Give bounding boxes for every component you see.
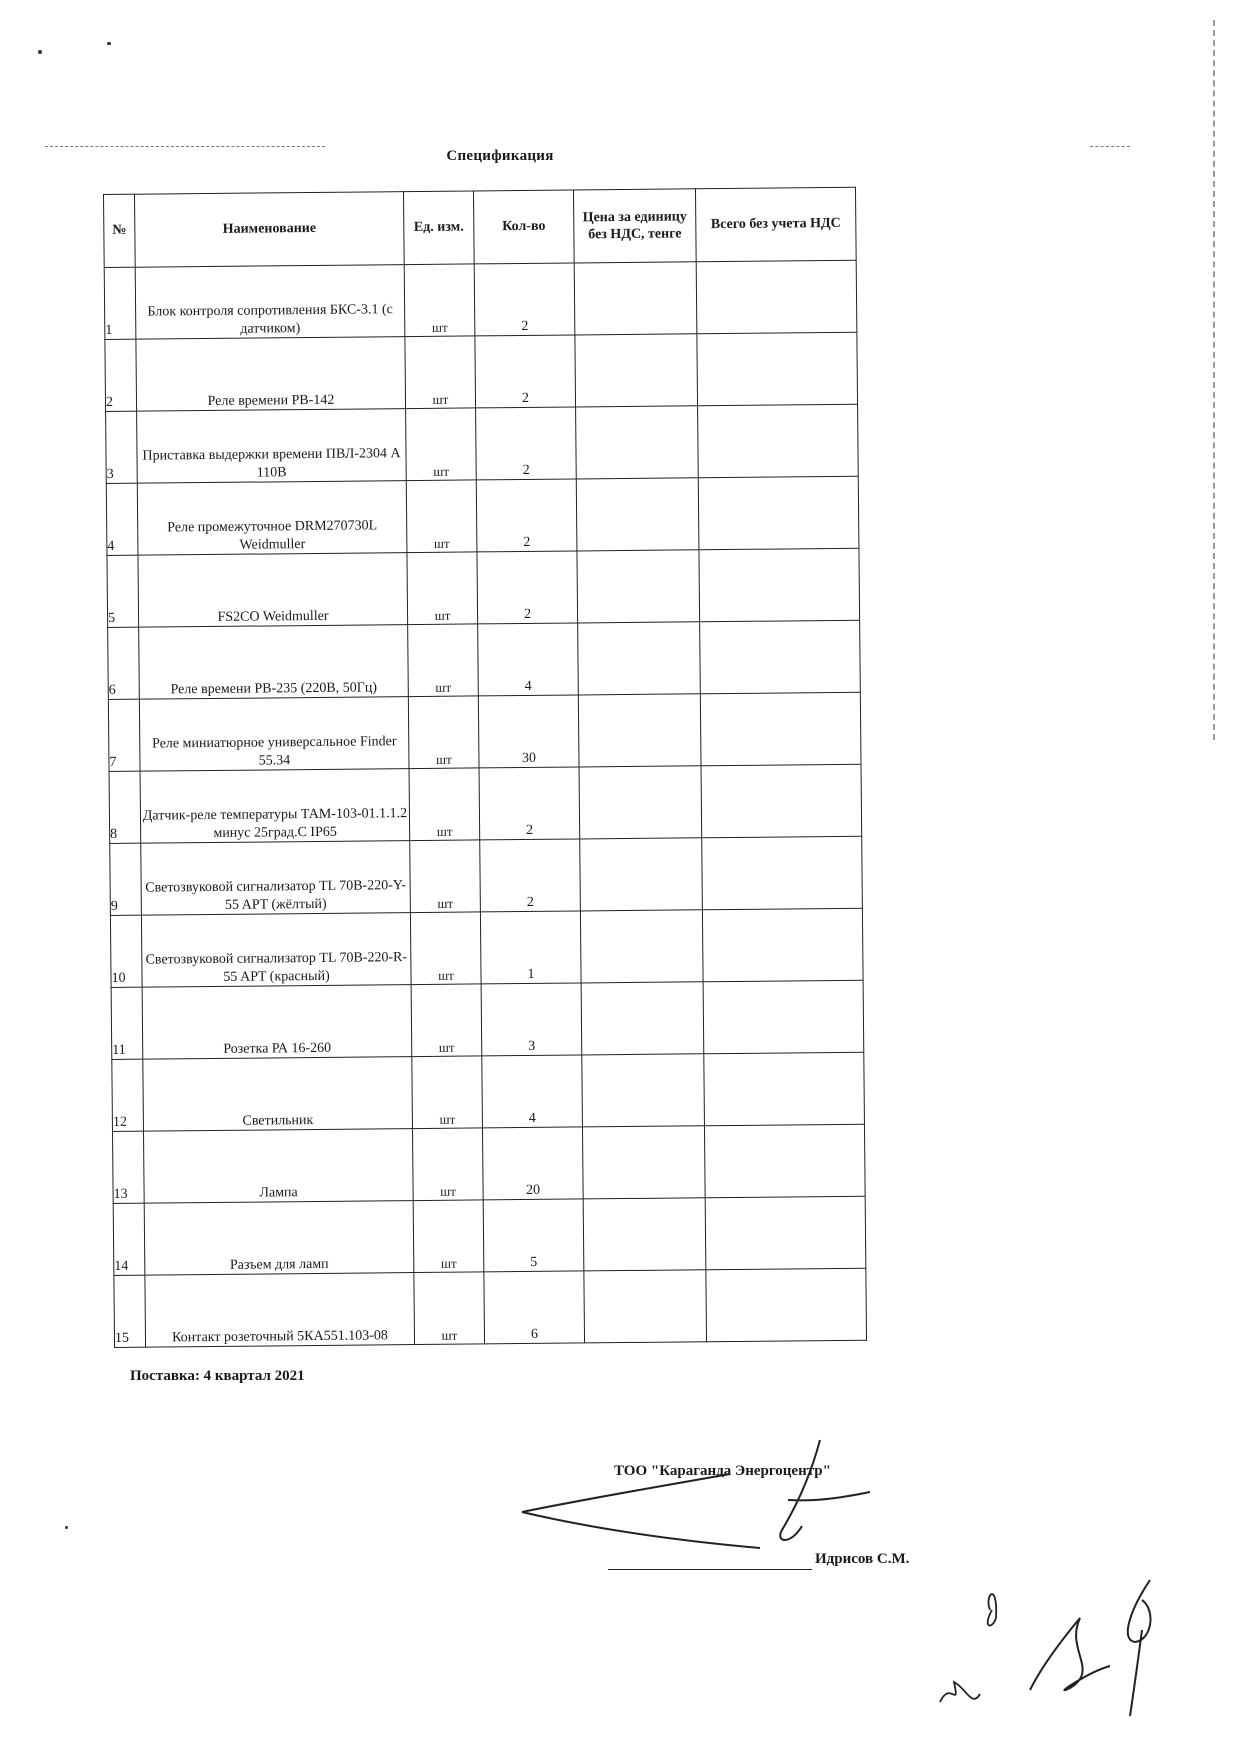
- handwritten-signature-main: [520, 1430, 880, 1560]
- row-qty-cell: 20: [482, 1127, 583, 1200]
- row-unit-cell: шт: [410, 912, 481, 985]
- row-qty-cell: 30: [478, 695, 579, 768]
- row-unit-cell: шт: [414, 1272, 485, 1345]
- table-row: [105, 332, 858, 411]
- row-price-cell: [580, 910, 703, 983]
- row-name-cell: Реле миниатюрное универсальное Finder 55.34: [139, 697, 409, 772]
- table-body: [104, 260, 866, 1347]
- row-qty-cell: 2: [474, 263, 575, 336]
- row-unit-cell: шт: [408, 696, 479, 769]
- table-row: [110, 836, 863, 915]
- table-row: [106, 476, 859, 555]
- row-qty-cell: 2: [476, 479, 577, 552]
- row-total-cell: [703, 980, 864, 1054]
- row-qty-cell: 2: [475, 335, 576, 408]
- row-total-cell: [697, 332, 858, 406]
- row-unit-cell: шт: [408, 624, 479, 697]
- table-row: [112, 1052, 865, 1131]
- row-unit-cell: шт: [407, 552, 478, 625]
- row-unit-cell: шт: [410, 840, 481, 913]
- row-name-cell: Реле времени РВ-235 (220В, 50Гц): [139, 625, 409, 700]
- signer-name: Идрисов С.М.: [815, 1551, 910, 1567]
- row-name-cell: Лампа: [143, 1129, 413, 1204]
- table-row: [110, 908, 863, 987]
- table-row: [108, 692, 861, 771]
- row-total-cell: [706, 1268, 867, 1342]
- row-price-cell: [581, 982, 704, 1055]
- row-qty-cell: 2: [476, 407, 577, 480]
- scan-dashed-line: [45, 146, 325, 147]
- table-row: [104, 260, 857, 339]
- row-num-cell: 4: [106, 483, 138, 555]
- row-name-cell: FS2CO Weidmuller: [138, 553, 408, 628]
- table-row: [107, 548, 860, 627]
- row-price-cell: [582, 1054, 705, 1127]
- row-name-cell: Датчик-реле температуры ТАМ-103-01.1.1.2 минус 25град.С IP65: [140, 769, 410, 844]
- row-num-cell: 15: [114, 1275, 146, 1347]
- row-qty-cell: 2: [477, 551, 578, 624]
- row-unit-cell: шт: [413, 1200, 484, 1273]
- row-name-cell: Реле времени РВ-142: [136, 337, 406, 412]
- row-price-cell: [580, 838, 703, 911]
- specification-table: [103, 187, 867, 1348]
- row-name-cell: Реле промежуточное DRM270730L Weidmuller: [137, 481, 407, 556]
- row-num-cell: 2: [105, 339, 137, 411]
- table-row: [111, 980, 864, 1059]
- row-total-cell: [698, 476, 859, 550]
- row-total-cell: [701, 764, 862, 838]
- row-qty-cell: 3: [481, 983, 582, 1056]
- row-qty-cell: 2: [479, 767, 580, 840]
- row-num-cell: 3: [106, 411, 138, 483]
- handwritten-initials: [920, 1570, 1180, 1720]
- row-price-cell: [579, 766, 702, 839]
- row-num-cell: 9: [110, 843, 142, 915]
- signature-line: [608, 1569, 812, 1570]
- row-num-cell: 10: [110, 915, 142, 987]
- row-num-cell: 11: [111, 987, 143, 1059]
- row-qty-cell: 1: [480, 911, 581, 984]
- document-title: Спецификация: [446, 148, 554, 164]
- column-header-name: Наименование: [135, 192, 405, 268]
- row-unit-cell: шт: [412, 1056, 483, 1129]
- row-price-cell: [582, 1126, 705, 1199]
- row-total-cell: [705, 1196, 866, 1270]
- row-num-cell: 1: [104, 267, 136, 339]
- row-qty-cell: 4: [482, 1055, 583, 1128]
- row-num-cell: 8: [109, 771, 141, 843]
- row-price-cell: [575, 334, 698, 407]
- column-header-price: Цена за единицу без НДС, тенге: [573, 189, 696, 263]
- row-num-cell: 6: [108, 627, 140, 699]
- row-price-cell: [574, 262, 697, 335]
- row-total-cell: [704, 1052, 865, 1126]
- row-num-cell: 5: [107, 555, 139, 627]
- scan-speck: [107, 42, 111, 45]
- table-header-row: [104, 187, 857, 267]
- row-name-cell: Светозвуковой сигнализатор TL 70B-220-Y-55 APT (жёлтый): [141, 841, 411, 916]
- row-price-cell: [576, 478, 699, 551]
- row-price-cell: [583, 1198, 706, 1271]
- column-header-num: №: [104, 194, 136, 267]
- row-name-cell: Светозвуковой сигнализатор TL 70B-220-R-55 APT (красный): [141, 913, 411, 988]
- row-unit-cell: шт: [412, 1128, 483, 1201]
- table-row: [113, 1196, 866, 1275]
- row-total-cell: [702, 908, 863, 982]
- row-name-cell: Светильник: [143, 1057, 413, 1132]
- row-price-cell: [578, 694, 701, 767]
- row-price-cell: [584, 1270, 707, 1343]
- row-total-cell: [698, 404, 859, 478]
- row-qty-cell: 6: [484, 1271, 585, 1344]
- row-unit-cell: шт: [404, 264, 475, 337]
- scan-speck: [38, 50, 42, 54]
- row-unit-cell: шт: [411, 984, 482, 1057]
- organization-name: ТОО "Караганда Энергоцентр": [614, 1463, 831, 1479]
- scan-speck: [65, 1526, 68, 1529]
- row-total-cell: [699, 548, 860, 622]
- scan-edge-artifact: [1213, 20, 1215, 740]
- row-total-cell: [702, 836, 863, 910]
- delivery-term: Поставка: 4 квартал 2021: [130, 1368, 305, 1384]
- row-num-cell: 14: [113, 1203, 145, 1275]
- row-qty-cell: 5: [483, 1199, 584, 1272]
- row-name-cell: Приставка выдержки времени ПВЛ-2304 А 110В: [137, 409, 407, 484]
- row-num-cell: 12: [112, 1059, 144, 1131]
- row-unit-cell: шт: [406, 480, 477, 553]
- row-qty-cell: 4: [478, 623, 579, 696]
- table-row: [106, 404, 859, 483]
- row-name-cell: Разъем для ламп: [144, 1201, 414, 1276]
- row-name-cell: Розетка РА 16-260: [142, 985, 412, 1060]
- column-header-total: Всего без учета НДС: [695, 187, 856, 262]
- row-qty-cell: 2: [480, 839, 581, 912]
- table-row: [109, 764, 862, 843]
- scan-dashed-line: [1090, 146, 1130, 147]
- row-price-cell: [578, 622, 701, 695]
- row-total-cell: [700, 692, 861, 766]
- row-num-cell: 7: [108, 699, 140, 771]
- row-total-cell: [696, 260, 857, 334]
- table-row: [108, 620, 861, 699]
- row-unit-cell: шт: [405, 336, 476, 409]
- table-row: [112, 1124, 865, 1203]
- row-unit-cell: шт: [406, 408, 477, 481]
- row-num-cell: 13: [112, 1131, 144, 1203]
- table-row: [114, 1268, 867, 1347]
- column-header-unit: Ед. изм.: [403, 191, 474, 265]
- row-name-cell: Контакт розеточный 5КА551.103-08: [145, 1273, 415, 1348]
- column-header-qty: Кол-во: [473, 190, 574, 264]
- row-total-cell: [700, 620, 861, 694]
- row-unit-cell: шт: [409, 768, 480, 841]
- row-price-cell: [577, 550, 700, 623]
- row-price-cell: [576, 406, 699, 479]
- row-name-cell: Блок контроля сопротивления БКС-3.1 (с датчиком): [135, 265, 405, 340]
- row-total-cell: [704, 1124, 865, 1198]
